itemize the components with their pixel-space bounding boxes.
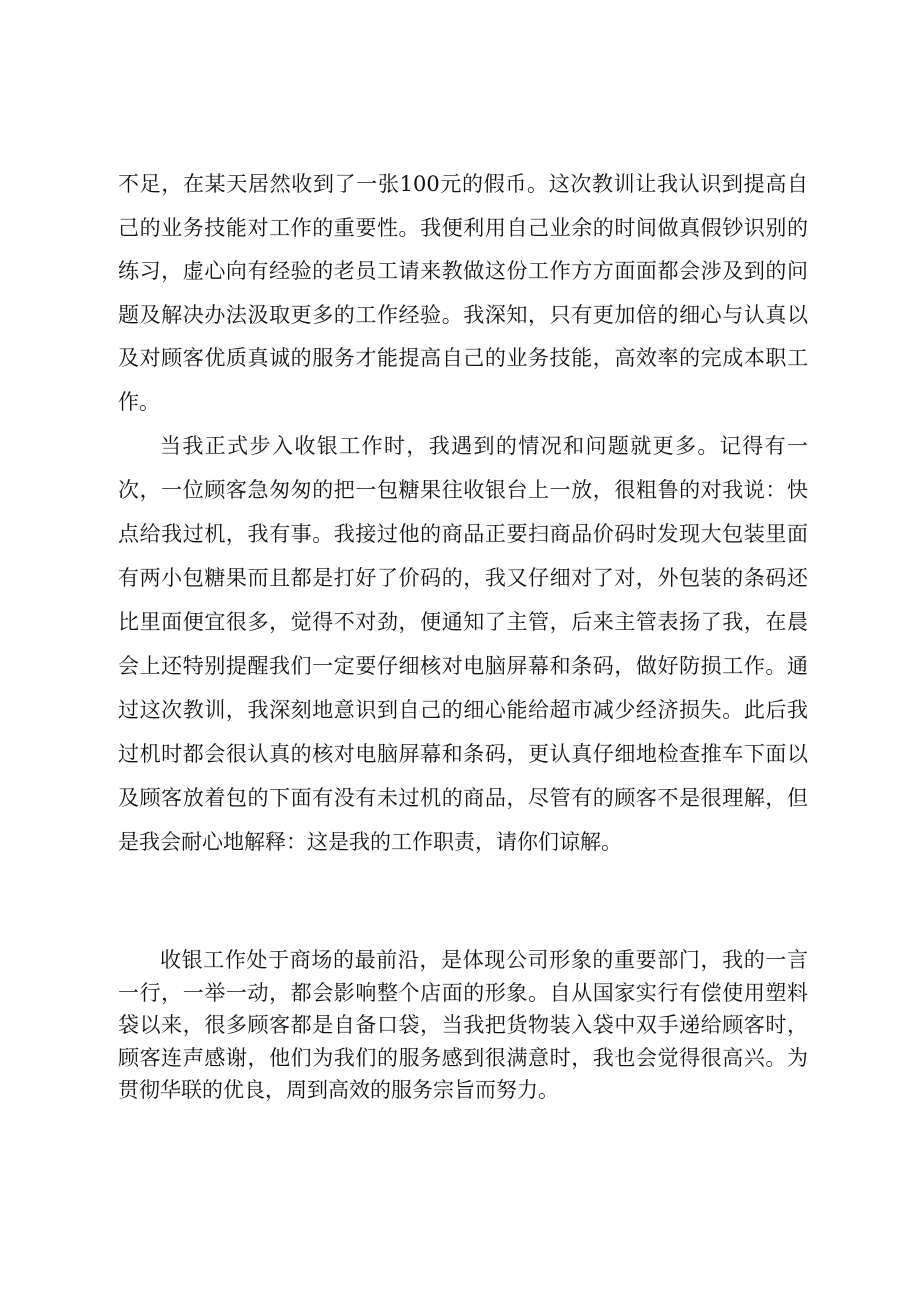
- paragraph-1: 不足，在某天居然收到了一张100元的假币。这次教训让我认识到提高自己的业务技能对工作的重要性。我便利用自己业余的时间做真假钞识别的练习，虚心向有经验的老员工请来教做这份工作方方面面都会涉及到的问题及解决办法汲取更多的工作经验。我深知，只有更加倍的细心与认真以及对顾客优质真诚的服务才能提高自己的业务技能，高效率的完成本职工作。: [118, 172, 808, 414]
- paragraph-3: 收银工作处于商场的最前沿，是体现公司形象的重要部门，我的一言一行，一举一动，都会影响整个店面的形象。自从国家实行有偿使用塑料袋以来，很多顾客都是自备口袋，当我把货物装入袋中双手递给顾客时，顾客连声感谢，他们为我们的服务感到很满意时，我也会觉得很高兴。为贯彻华联的优良，周到高效的服务宗旨而努力。: [118, 948, 808, 1102]
- paragraph-2: 当我正式步入收银工作时，我遇到的情况和问题就更多。记得有一次，一位顾客急匆匆的把一包糖果往收银台上一放，很粗鲁的对我说：快点给我过机，我有事。我接过他的商品正要扫商品价码时发现大包装里面有两小包糖果而且都是打好了价码的，我又仔细对了对，外包装的条码还比里面便宜很多，觉得不对劲，便通知了主管，后来主管表扬了我，在晨会上还特别提醒我们一定要仔细核对电脑屏幕和条码，做好防损工作。通过这次教训，我深刻地意识到自己的细心能给超市减少经济损失。此后我过机时都会很认真的核对电脑屏幕和条码，更认真仔细地检查推车下面以及顾客放着包的下面有没有未过机的商品，尽管有的顾客不是很理解，但是我会耐心地解释：这是我的工作职责，请你们谅解。: [118, 434, 808, 854]
